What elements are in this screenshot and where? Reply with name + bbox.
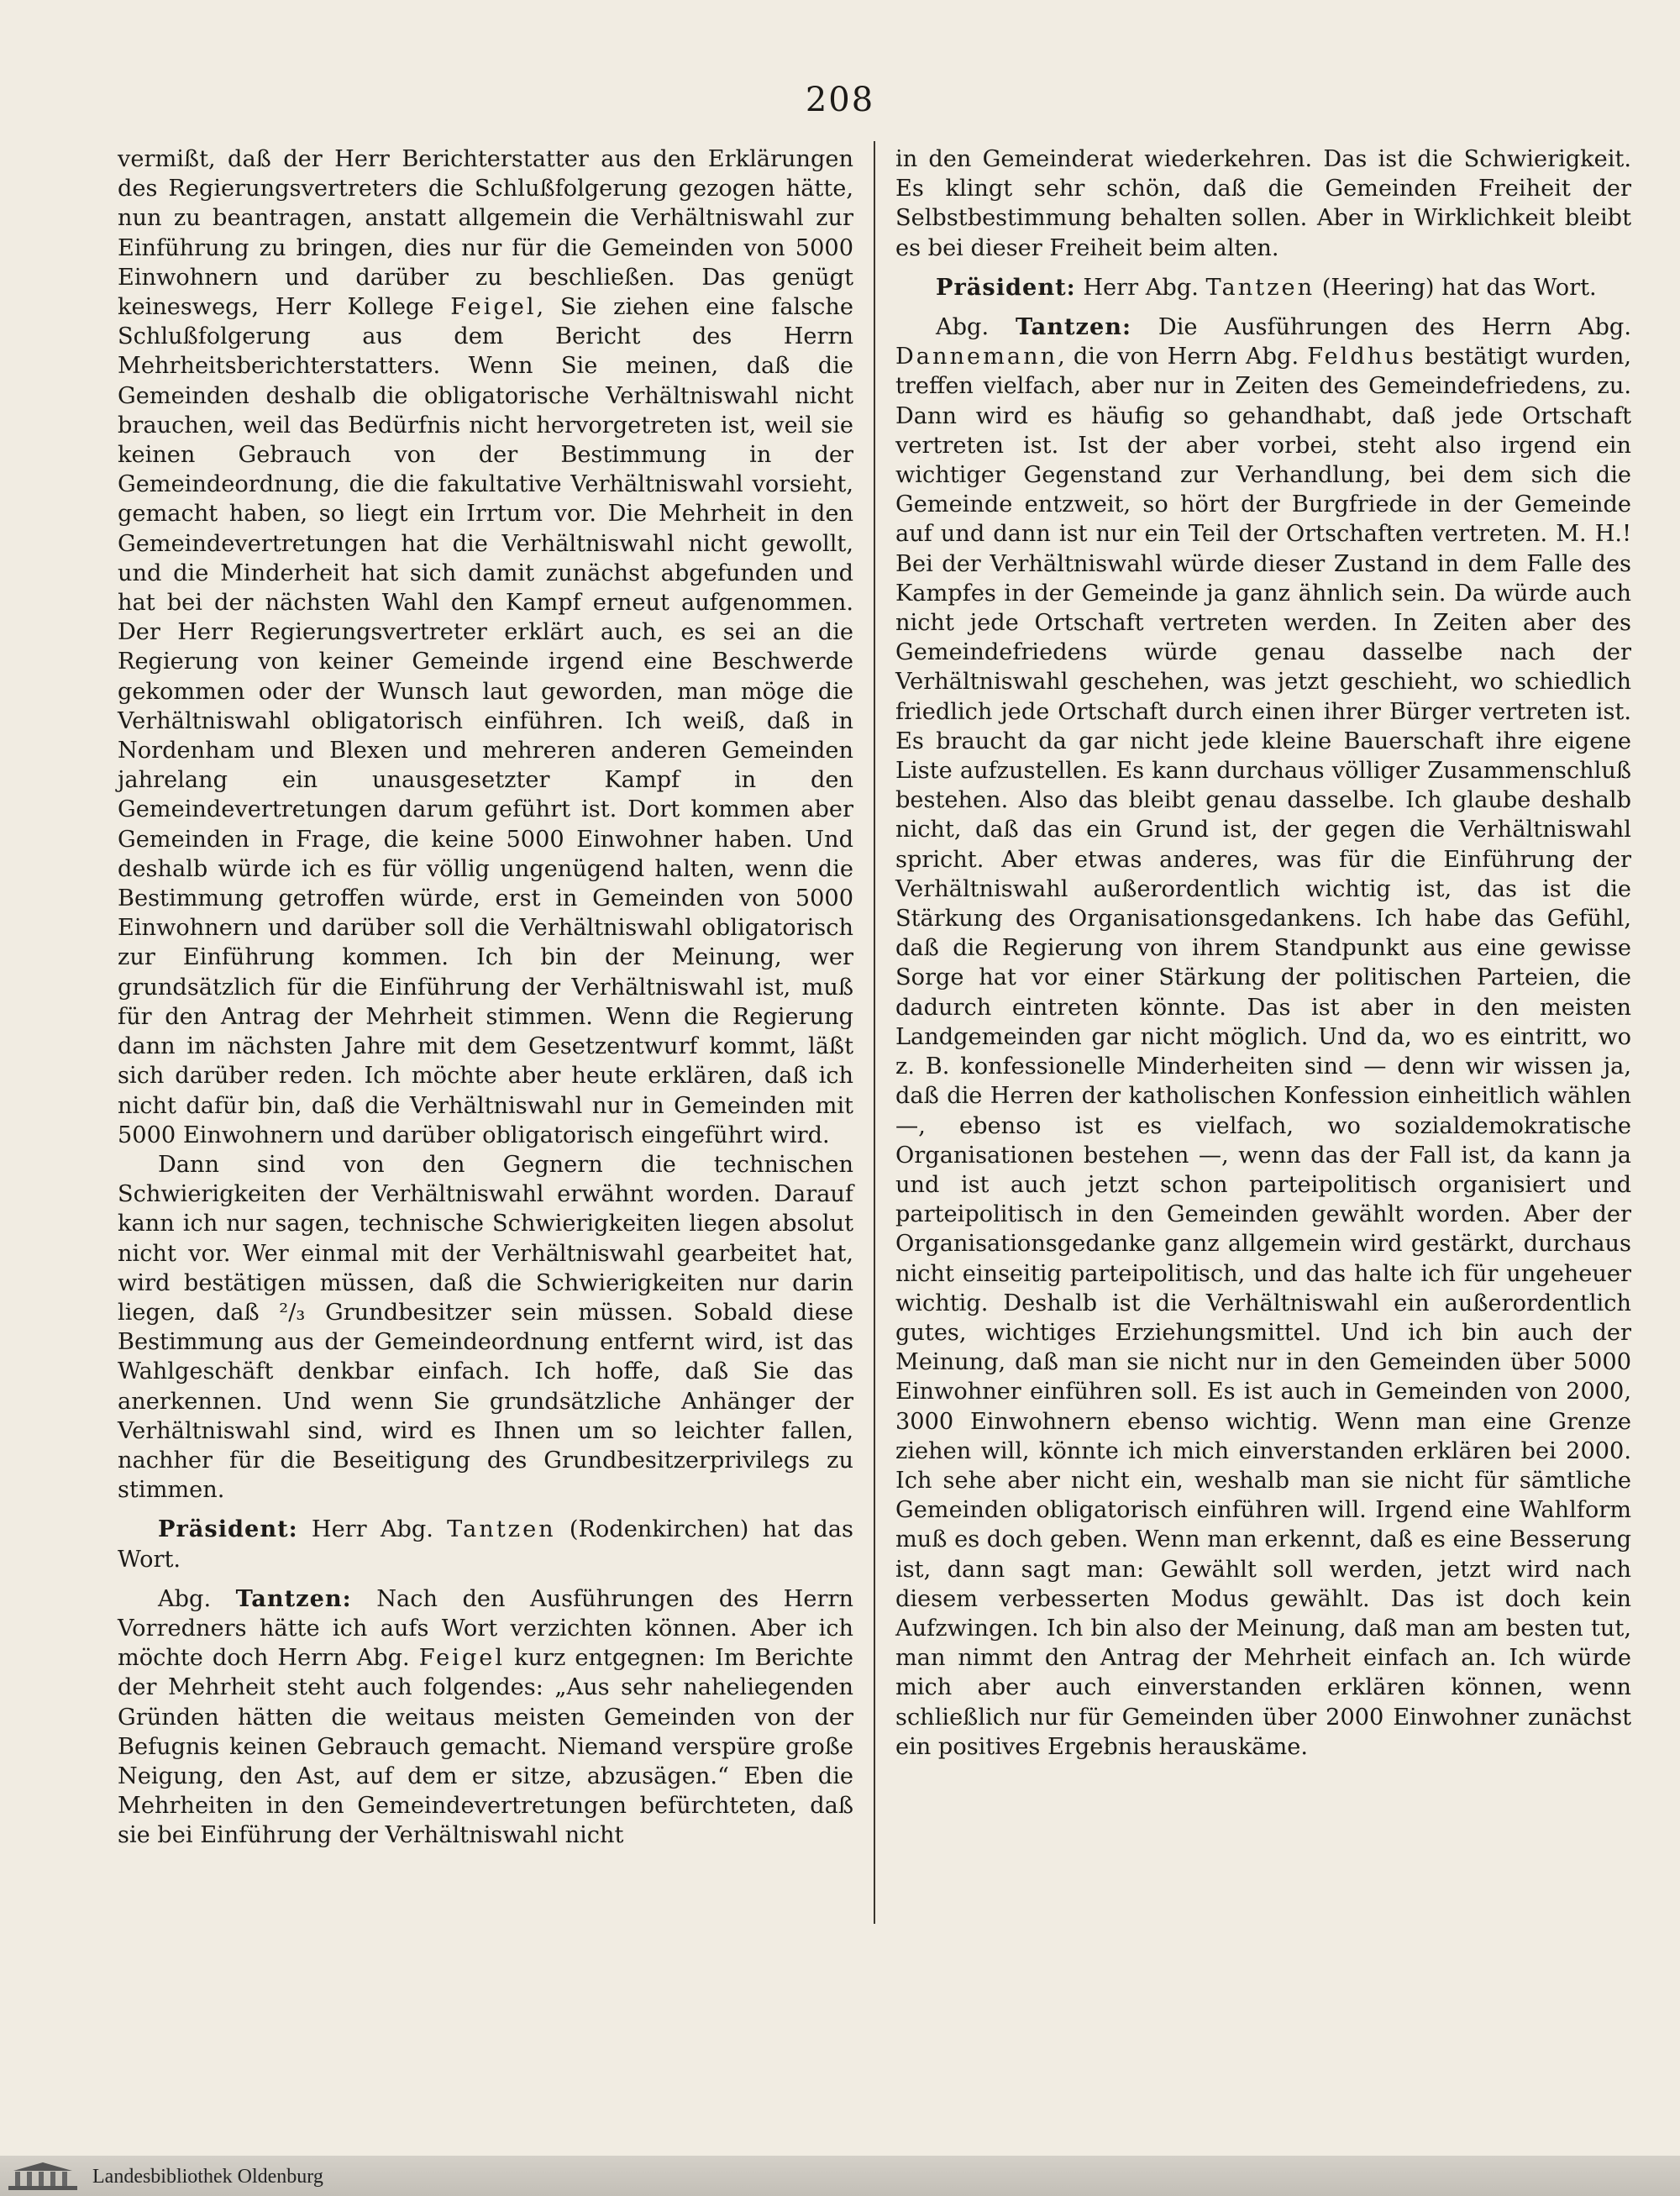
speaker-label: Präsident: [936, 273, 1076, 301]
page-number: 208 [805, 81, 875, 119]
name-tantzen: Tantzen [1205, 274, 1315, 301]
text-run: Herr Abg. [311, 1516, 433, 1543]
library-building-icon [5, 2161, 81, 2193]
text-run: bestätigt wurden, treffen vielfach, aber nur in Zeiten des Gemeindefriedens, zu. Dann wird es häufig so gehandhabt, daß jede Ortschaft vertreten ist. Ist der aber vorbei, steht also irgend ein wichtiger Gegenstand zur Verhandlung, bei dem sich die Gemeinde entzweit, so hört der Burgfriede in der Gemeinde auf und dann ist nur ein Teil der Ortschaften vertreten. M. H.! Bei der Verhältniswahl würde dieser Zustand in dem Falle des Kampfes in der Gemeinde ja ganz ähnlich sein. Da würde auch nicht jede Ortschaft vertreten werden. In Zeiten aber des Gemeindefriedens würde genau dasselbe nach der Verhältniswahl geschehen, was jetzt geschieht, wo schiedlich friedlich jede Ortschaft durch einen ihrer Bürger vertreten ist. Es braucht da gar nicht jede kleine Bauerschaft ihre eigene Liste aufzustellen. Es kann durchaus völliger Zusammenschluß bestehen. Also das bleibt genau dasselbe. Ich glaube deshalb nicht, daß das ein Grund ist, der gegen die Verhältniswahl spricht. Aber etwas anderes, was für die Einführung der Verhältniswahl außerordentlich wichtig ist, das ist die Stärkung des Organisationsgedankens. Ich habe das Gefühl, daß die Regierung von ihrem Standpunkt aus eine gewisse Sorge hat vor einer Stärkung der politischen Parteien, die dadurch eintreten könnte. Das ist aber in den meisten Landgemeinden gar nicht möglich. Und da, wo es eintritt, wo z. B. konfessionelle Minderheiten sind — denn wir wissen ja, daß die Herren der katholischen Konfession einheitlich wählen —, ebenso ist es vielfach, wo sozialdemokratische Organisationen bestehen —, wenn das der Fall ist, da kann ja und ist auch jetzt schon parteipolitisch organisiert und parteipolitisch in den Gemeinden gewählt worden. Aber der Organisationsgedanke ganz allgemein wird gestärkt, durchaus nicht einseitig parteipolitisch, und das halte ich für ungeheuer wichtig. Deshalb ist die Verhältniswahl ein außerordentlich gutes, wichtiges Erziehungsmittel. Und ich bin auch der Meinung, daß man sie nicht nur in den Gemeinden über 5000 Einwohner einführen soll. Es ist auch in Gemeinden von 2000, 3000 Einwohnern ebenso wichtig. Wenn man eine Grenze ziehen will, könnte ich mich einverstanden erklären bei 2000. Ich sehe aber nicht ein, weshalb man sie nicht für sämtliche Gemeinden obligatorisch einführen will. Irgend eine Wahlform muß es doch geben. Wenn man erkennt, daß es eine Besserung ist, dann sagt man: Gewählt soll werden, jetzt wird nach diesem verbesserten Modus gewählt. Das ist doch kein Aufzwingen. Ich bin also der Meinung, daß man am besten tut, man nimmt den Antrag der Mehrheit einfach an. Ich würde mich aber auch einverstanden erklären können, wenn schließlich nur für Gemeinden über 2000 Einwohner zunächst ein positives Ergebnis herauskäme. [895, 344, 1631, 1760]
right-column [895, 144, 1631, 1762]
left-paragraph-1 [118, 144, 853, 1150]
speaker-label: Tantzen: [235, 1584, 352, 1612]
text-run: Die Ausführungen des Herrn Abg. [1158, 314, 1631, 341]
left-paragraph-tantzen [118, 1584, 853, 1851]
name-tantzen: Tantzen [447, 1516, 556, 1543]
left-paragraph-2: Dann sind von den Gegnern die technischen Schwierigkeiten der Verhältniswahl erwähnt worden. Darauf kann ich nur sagen, technische Schwierigkeiten liegen absolut nicht vor. Wer einmal mit der Verhältniswahl gearbeitet hat, wird bestätigen müssen, daß die Schwierigkeiten nur darin liegen, daß ²/₃ Grundbesitzer sein müssen. Sobald diese Bestimmung aus der Gemeindeordnung entfernt wird, ist das Wahlgeschäft denkbar einfach. Ich hoffe, daß Sie das anerkennen. Und wenn Sie grundsätzliche Anhänger der Verhältniswahl sind, wird es Ihnen um so leichter fallen, nachher für die Beseitigung des Grundbesitzerprivilegs zu stimmen. [118, 1151, 853, 1504]
text-run: vermißt, daß der Herr Berichterstatter aus den Erklärungen des Regierungsvertreters die Schlußfolgerung gezogen hätte, nun zu beantragen, anstatt allgemein die Verhältniswahl zur Einführung zu bringen, dies nur für die Gemeinden von 5000 Einwohnern und darüber zu beschließen. Das genügt keineswegs, Herr Kollege [118, 146, 853, 321]
column-divider [874, 141, 875, 1924]
right-paragraph-tantzen [895, 313, 1631, 1762]
speaker-label: Tantzen: [1015, 313, 1132, 341]
text-run: Abg. [936, 314, 990, 341]
right-president-line [895, 273, 1631, 302]
text-run: Herr Abg. [1083, 274, 1199, 301]
name-feigel: Feigel [418, 1645, 506, 1672]
text-run: , Sie ziehen eine falsche Schlußfolgerung aus dem Bericht des Herrn Mehrheitsberichterstatters. Wenn Sie meinen, daß die Gemeinden deshalb die obligatorische Verhältniswahl nicht brauchen, weil das Bedürfnis nicht hervorgetreten ist, weil sie keinen Gebrauch von der Bestimmung in der Gemeindeordnung, die die fakultative Verhältniswahl vorsieht, gemacht haben, so liegt ein Irrtum vor. Die Mehrheit in den Gemeindevertretungen hat die Verhältniswahl nicht gewollt, und die Minderheit hat sich damit zunächst abgefunden und hat bei der nächsten Wahl den Kampf erneut aufgenommen. Der Herr Regierungsvertreter erklärt auch, es sei an die Regierung von keiner Gemeinde irgend eine Beschwerde gekommen oder der Wunsch laut geworden, man möge die Verhältniswahl obligatorisch einführen. Ich weiß, daß in Nordenham und Blexen und mehreren anderen Gemeinden jahrelang ein unausgesetzter Kampf in den Gemeindevertretungen darum geführt ist. Dort kommen aber Gemeinden in Frage, die keine 5000 Einwohner haben. Und deshalb würde ich es für völlig ungenügend halten, wenn die Bestimmung getroffen würde, erst in Gemeinden von 5000 Einwohnern und darüber soll die Verhältniswahl obligatorisch zur Einführung kommen. Ich bin der Meinung, wer grundsätzlich für die Einführung der Verhältniswahl ist, muß für den Antrag der Mehrheit stimmen. Wenn die Regierung dann im nächsten Jahre mit dem Gesetzentwurf kommt, läßt sich darüber reden. Ich möchte aber heute erklären, daß ich nicht dafür bin, daß die Verhältniswahl nur in Gemeinden mit 5000 Einwohnern und darüber obligatorisch eingeführt wird. [118, 294, 853, 1148]
name-dannemann: Dannemann [895, 344, 1058, 370]
text-run: Abg. [158, 1585, 212, 1612]
speaker-label: Präsident: [158, 1516, 298, 1543]
text-run: kurz entgegnen: Im Berichte der Mehrheit steht auch folgendes: „Aus sehr naheliegenden Gründen hätten die weitaus meisten Gemeinden von der Befugnis keinen Gebrauch gemacht. Niemand verspüre große Neigung, den Ast, auf dem er sitze, abzusägen.“ Eben die Mehrheiten in den Gemeindevertretungen befürchteten, daß sie bei Einführung der Verhältniswahl nicht [118, 1645, 853, 1849]
left-column [118, 144, 853, 1851]
text-run: (Heering) hat das Wort. [1321, 274, 1597, 301]
text-run: (Rodenkirchen) hat das Wort. [118, 1516, 853, 1573]
left-president-line [118, 1515, 853, 1573]
text-run: , die von Herrn Abg. [1058, 344, 1299, 370]
text-run: Nach den Ausführungen des Herrn Vorredners hätte ich aufs Wort verzichten können. Aber ich möchte doch Herrn Abg. [118, 1585, 853, 1672]
library-name: Landesbibliothek Oldenburg [92, 2166, 323, 2188]
right-paragraph-1: in den Gemeinderat wiederkehren. Das ist die Schwierigkeit. Es klingt sehr schön, daß die Gemeinden Freiheit der Selbstbestimmung behalten sollen. Aber in Wirklichkeit bleibt es bei dieser Freiheit beim alten. [895, 146, 1631, 261]
name-feigel: Feigel [450, 294, 537, 321]
name-feldhus: Feldhus [1307, 344, 1416, 370]
